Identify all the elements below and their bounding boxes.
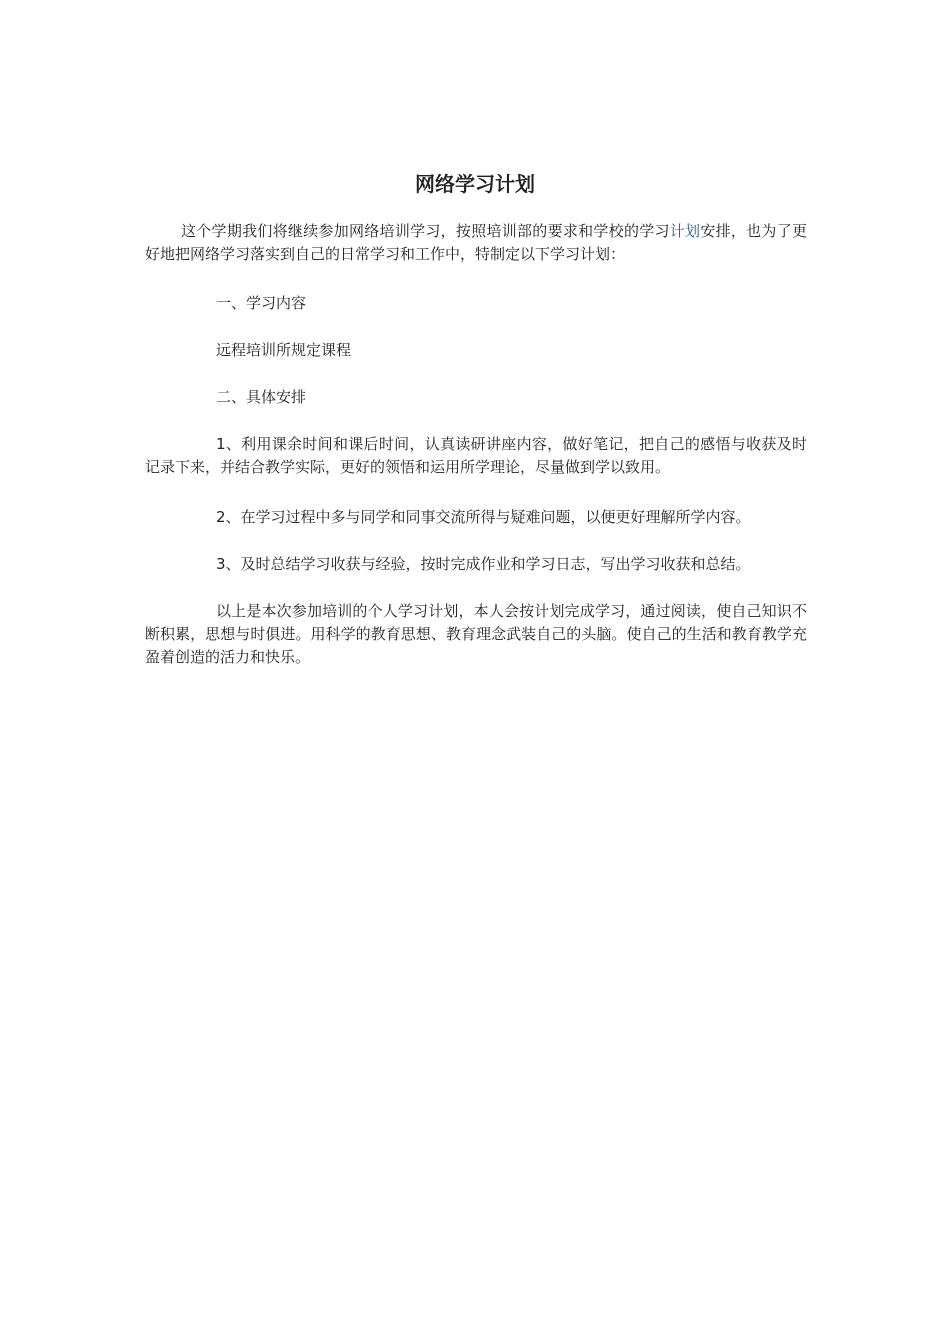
item-text: 、利用课余时间和课后时间，认真读研讲座内容，做好笔记，把自己的感悟与收获及时记录下来，并结合教学实际，更好的领悟和运用所学理论，尽量做到学以致用。 [145, 435, 807, 476]
intro-text-after-link: 安排，也为了更好地把网络学习落实到自己的日常学习和工作中，特制定以下学习计划： [145, 222, 807, 263]
arrangement-item-2 [145, 506, 807, 529]
conclusion-paragraph: 以上是本次参加培训的个人学习计划，本人会按计划完成学习，通过阅读，使自己知识不断积累，思想与时俱进。用科学的教育思想、教育理念武装自己的头脑。使自己的生活和教育教学充盈着创造的活力和快乐。 [145, 602, 807, 666]
item-text: 、在学习过程中多与同学和同事交流所得与疑难问题，以便更好理解所学内容。 [225, 508, 751, 526]
document-title: 网络学习计划 [415, 172, 535, 196]
section1-heading: 一、学习内容 [216, 294, 307, 312]
item-number: 1 [216, 435, 226, 453]
arrangement-item-3 [145, 553, 807, 576]
intro-paragraph [145, 220, 807, 266]
item-text: 、及时总结学习收获与经验，按时完成作业和学习日志，写出学习收获和总结。 [225, 555, 751, 573]
item-number: 2 [216, 508, 226, 526]
section1-body: 远程培训所规定课程 [216, 341, 352, 359]
arrangement-item-1 [145, 433, 807, 479]
intro-text-before-link: 这个学期我们将继续参加网络培训学习，按照培训部的要求和学校的学习 [181, 222, 670, 240]
item-number: 3 [216, 555, 226, 573]
section2-heading: 二、具体安排 [216, 388, 307, 406]
plan-link[interactable]: 计划 [669, 222, 701, 240]
